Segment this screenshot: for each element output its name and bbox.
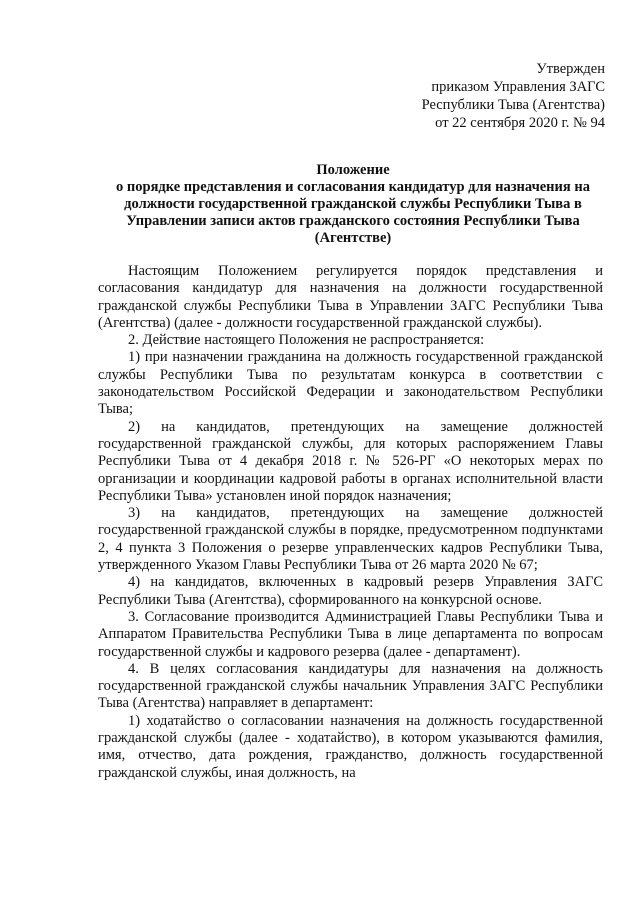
paragraph-intro: Настоящим Положением регулируется порядок представления и согласования кандидатур для назначения на должности государственной гражданской службы Республики Тыва в Управлении ЗАГС Республики Тыва (Агентства) (далее - должности государственной гражданской службы). — [98, 263, 603, 331]
approval-stamp — [390, 60, 605, 132]
title-line: Положение — [316, 162, 390, 178]
approval-line: от 22 сентября 2020 г. № 94 — [435, 115, 605, 131]
paragraph-2-1: 1) при назначении гражданина на должность государственной гражданской службы Республики Тыва по результатам конкурса в соответствии с законодательством Российской Федерации и законодательством Республики Тыва; — [98, 349, 603, 418]
title-line: (Агентстве) — [314, 230, 392, 246]
paragraph-2: 2. Действие настоящего Положения не распространяется: — [128, 332, 485, 349]
paragraph-2-4: 4) на кандидатов, включенных в кадровый резерв Управления ЗАГС Республики Тыва (Агентства), сформированного на конкурсной основе. — [98, 574, 603, 608]
paragraph-2-2: 2) на кандидатов, претендующих на замещение должностей государственной гражданской службы, для которых распоряжением Главы Республики Тыва от 4 декабря 2018 г. № 526-РГ «О некоторых мерах по организации и координации кадровой работы в органах исполнительной власти Республики Тыва» установлен иной порядок назначения; — [98, 418, 603, 504]
title-line: Управлении записи актов гражданского состояния Республики Тыва — [126, 213, 580, 229]
paragraph-4: 4. В целях согласования кандидатуры для назначения на должность государственной гражданской службы начальник Управления ЗАГС Республики Тыва (Агентства) направляет в департамент: — [98, 660, 603, 712]
approval-line: приказом Управления ЗАГС — [431, 79, 605, 95]
title-line: о порядке представления и согласования кандидатур для назначения на — [116, 179, 590, 195]
paragraph-3: 3. Согласование производится Администрацией Главы Республики Тыва и Аппаратом Правительства Республики Тыва в лице департамента по вопросам государственной службы и кадрового резерва (далее - департамент). — [98, 608, 603, 660]
approval-line: Республики Тыва (Агентства) — [421, 97, 605, 113]
title-line: должности государственной гражданской службы Республики Тыва в — [124, 196, 582, 212]
paragraph-2-3: 3) на кандидатов, претендующих на замещение должностей государственной гражданской службы в порядке, предусмотренном подпунктами 2, 4 пункта 3 Положения о резерве управленческих кадров Республики Тыва, утвержденного Указом Главы Республики Тыва от 26 марта 2020 № 67; — [98, 505, 603, 574]
document-body — [98, 263, 603, 782]
paragraph-4-1: 1) ходатайство о согласовании назначения на должность государственной гражданской службы (далее - ходатайство), в котором указываются фамилия, имя, отчество, дата рождения, гражданство, должность государственной гражданской службы, иная должность, на — [98, 712, 603, 781]
document-title — [96, 162, 610, 247]
approval-line: Утвержден — [536, 61, 605, 77]
